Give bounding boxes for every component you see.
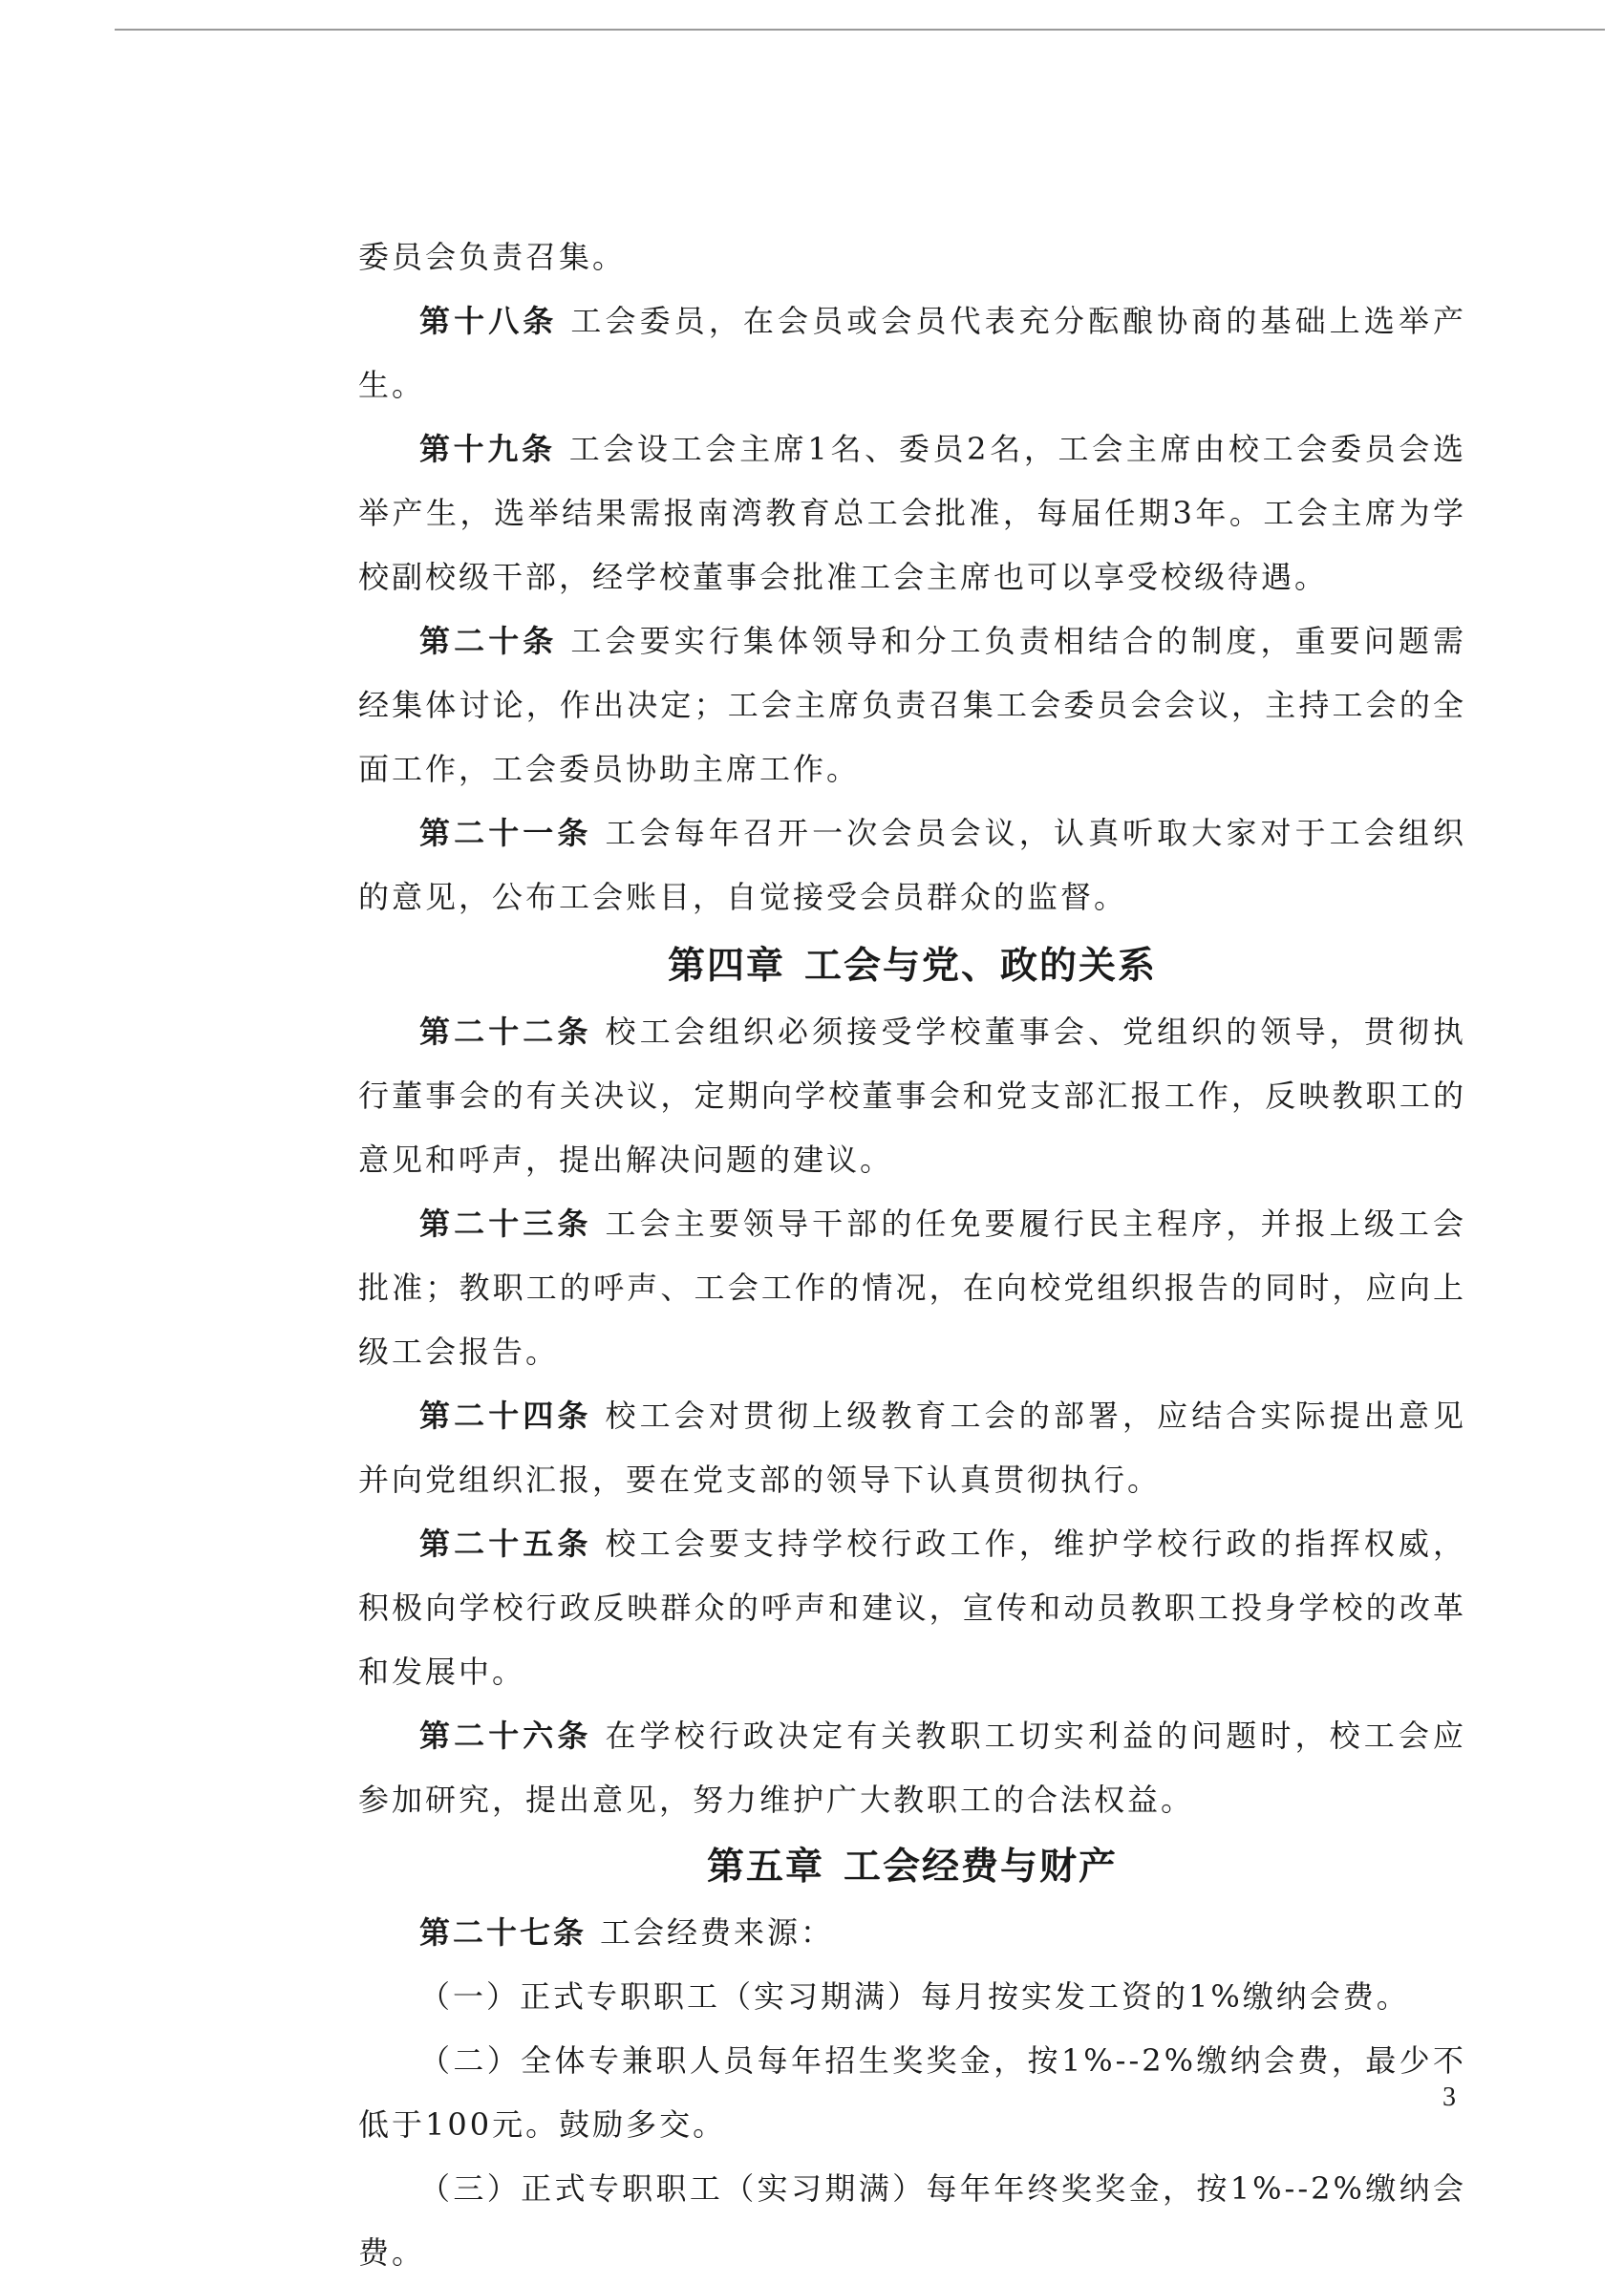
article-text: 校工会要支持学校行政工作，维护学校行政的指挥权威，积极向学校行政反映群众的呼声和建议，宣传和动员教职工投身学校的改革和发展中。 [358,1526,1466,1690]
article-number: 第十九条 [419,431,556,467]
article-number: 第二十六条 [419,1718,592,1754]
article-text: 工会委员，在会员或会员代表充分酝酿协商的基础上选举产生。 [358,303,1466,403]
article-text: 工会设工会主席1名、委员2名，工会主席由校工会委员会选举产生，选举结果需报南湾教育总工会批准，每届任期3年。工会主席为学校副校级干部，经学校董事会批准工会主席也可以享受校级待遇。 [358,431,1466,595]
paragraph-continuation [358,225,1466,289]
article-27 [358,1901,1466,1965]
article-text: 校工会对贯彻上级教育工会的部署，应结合实际提出意见并向党组织汇报，要在党支部的领导下认真贯彻执行。 [358,1398,1466,1498]
article-text: 工会每年召开一次会员会议，认真听取大家对于工会组织的意见，公布工会账目，自觉接受会员群众的监督。 [358,815,1466,915]
header-rule [115,29,1605,31]
list-item [358,2157,1466,2285]
article-24 [358,1384,1466,1512]
chapter-4-heading [358,931,1466,1000]
chapter-number: 第四章 [667,944,785,988]
article-text: 在学校行政决定有关教职工切实利益的问题时，校工会应参加研究，提出意见，努力维护广大教职工的合法权益。 [358,1718,1466,1818]
article-text: 校工会组织必须接受学校董事会、党组织的领导，贯彻执行董事会的有关决议，定期向学校董事会和党支部汇报工作，反映教职工的意见和呼声，提出解决问题的建议。 [358,1014,1466,1178]
article-21 [358,801,1466,929]
list-item [358,1965,1466,2029]
chapter-number: 第五章 [706,1845,824,1889]
article-number: 第二十一条 [419,815,592,851]
article-23 [358,1192,1466,1384]
article-26 [358,1704,1466,1832]
chapter-title: 工会经费与财产 [844,1845,1119,1889]
article-number: 第十八条 [419,303,558,339]
chapter-title: 工会与党、政的关系 [804,944,1158,988]
article-number: 第二十三条 [419,1206,592,1242]
page-number: 3 [1442,2082,1456,2112]
paragraph-text: 委员会负责召集。 [358,239,627,275]
article-number: 第二十四条 [419,1398,592,1434]
article-20 [358,609,1466,801]
article-22 [358,1000,1466,1192]
article-number: 第二十五条 [419,1526,592,1562]
article-number: 第二十二条 [419,1014,592,1050]
list-item-text: （二）全体专兼职人员每年招生奖奖金，按1%--2%缴纳会费，最少不低于100元。鼓励多交。 [358,2042,1466,2143]
article-number: 第二十条 [419,623,558,659]
article-text: 工会经费来源： [600,1914,835,1951]
article-18 [358,289,1466,417]
article-number: 第二十七条 [419,1914,588,1951]
chapter-5-heading [358,1832,1466,1901]
article-25 [358,1512,1466,1704]
article-text: 工会主要领导干部的任免要履行民主程序，并报上级工会批准；教职工的呼声、工会工作的情况，在向校党组织报告的同时，应向上级工会报告。 [358,1206,1466,1370]
article-text: 工会要实行集体领导和分工负责相结合的制度，重要问题需经集体讨论，作出决定；工会主席负责召集工会委员会会议，主持工会的全面工作，工会委员协助主席工作。 [358,623,1466,787]
document-body [358,225,1466,2285]
list-item [358,2029,1466,2157]
list-item-text: （一）正式专职职工（实习期满）每月按实发工资的1%缴纳会费。 [419,1978,1410,2015]
list-item-text: （三）正式专职职工（实习期满）每年年终奖奖金，按1%--2%缴纳会费。 [358,2170,1466,2271]
article-19 [358,417,1466,609]
